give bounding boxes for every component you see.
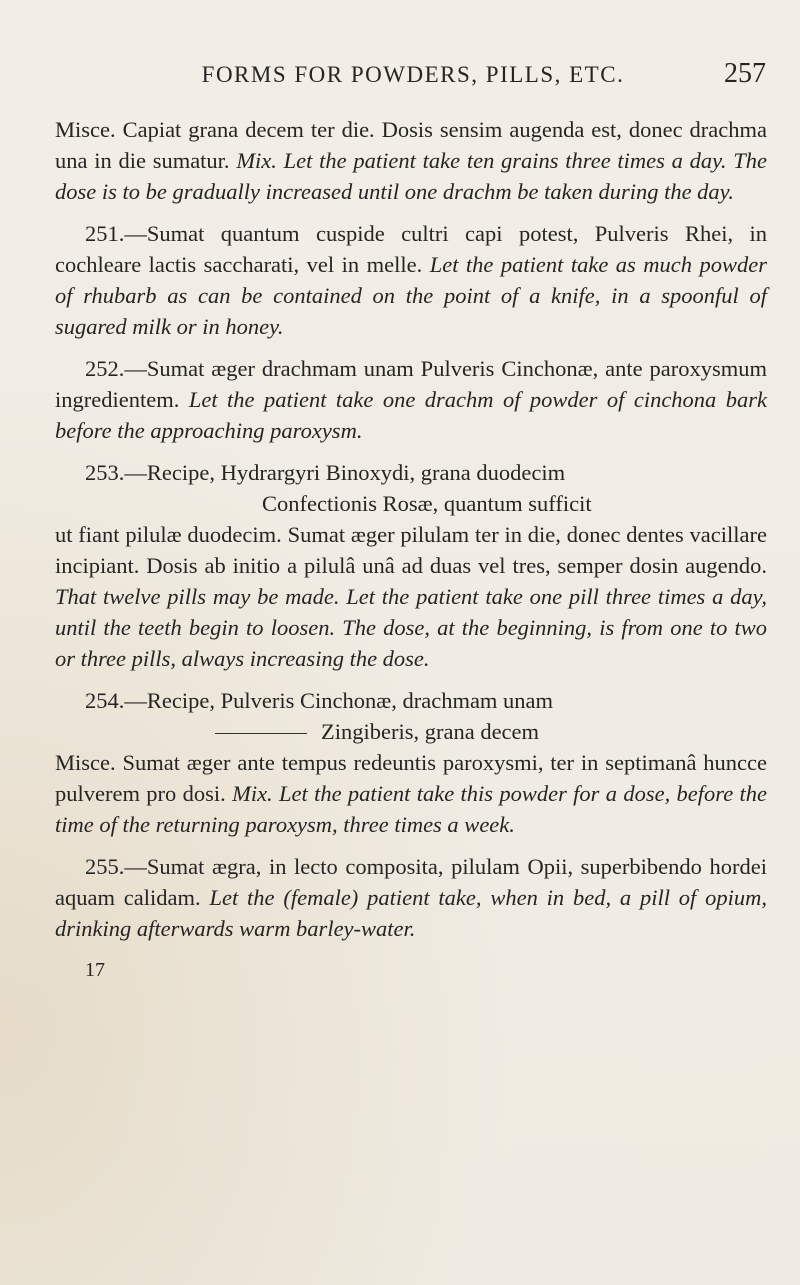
entry-250 xyxy=(55,114,767,207)
ditto-dash xyxy=(215,733,307,734)
entry-253 xyxy=(55,457,767,674)
entry-254-recipe-line: 254.—Recipe, Pulveris Cinchonæ, drachmam unam xyxy=(85,688,554,713)
entry-254-recipe-continuation xyxy=(215,716,767,747)
page-number: 257 xyxy=(724,58,766,89)
entry-251 xyxy=(55,218,767,342)
entry-254-english: Let the patient take this powder for a dose, before the time of the returning paroxysm, three times a week. xyxy=(55,781,767,837)
entry-252-latin: 252.—Sumat æger drachmam unam Pulveris Cinchonæ, ante paroxysmum ingredientem. xyxy=(55,356,767,412)
entry-255 xyxy=(55,851,767,944)
entry-255-latin: 255.—Sumat ægra, in lecto composita, pilulam Opii, superbibendo hordei aquam calidam. xyxy=(55,854,767,910)
entry-254 xyxy=(55,685,767,840)
entry-253-text xyxy=(55,519,767,674)
entry-253-recipe-continuation: Confectionis Rosæ, quantum sufficit xyxy=(262,491,592,516)
entry-254-text xyxy=(55,747,767,840)
entry-254-latin: Misce. Sumat æger ante tempus redeuntis paroxysmi, ter in septimanâ huncce pulverem pro dosi. xyxy=(55,750,767,806)
entry-251-latin: 251.—Sumat quantum cuspide cultri capi potest, Pulveris Rhei, in cochleare lactis saccharati, vel in melle. xyxy=(55,221,767,277)
entry-254-continuation-text: Zingiberis, grana decem xyxy=(321,719,540,744)
entry-251-english: Let the patient take as much powder of rhubarb as can be contained on the point of a knife, in a spoonful of sugared milk or in honey. xyxy=(55,252,767,339)
entry-252-english: Let the patient take one drachm of powder of cinchona bark before the approaching paroxysm. xyxy=(55,387,768,443)
entry-253-latin: ut fiant pilulæ duodecim. Sumat æger pilulam ter in die, donec dentes vacillare incipiant. Dosis ab initio a pilulâ unâ ad duas vel tres, semper dosin augendo. xyxy=(55,522,767,578)
entry-254-mix: Mix. xyxy=(232,781,273,806)
entry-250-latin: Misce. Capiat grana decem ter die. Dosis sensim augenda est, donec drachma una in die sumatur. xyxy=(55,117,767,173)
entry-250-mix: Mix. xyxy=(236,148,277,173)
signature-mark: 17 xyxy=(85,959,105,981)
page-header xyxy=(60,58,766,102)
entry-252 xyxy=(55,353,767,446)
entry-250-english: Let the patient take ten grains three times a day. The dose is to be gradually increased until one drachm be taken during the day. xyxy=(55,148,768,204)
running-head: FORMS FOR POWDERS, PILLS, ETC. xyxy=(201,62,625,87)
entry-253-english: That twelve pills may be made. Let the patient take one pill three times a day, until the teeth begin to loosen. The dose, at the beginning, is from one to two or three pills, always increasing the dose. xyxy=(55,584,767,671)
entry-255-english: Let the (female) patient take, when in bed, a pill of opium, drinking afterwards warm barley-water. xyxy=(55,885,767,941)
entry-253-recipe-line: 253.—Recipe, Hydrargyri Binoxydi, grana duodecim xyxy=(85,460,566,485)
body-text xyxy=(55,114,767,986)
